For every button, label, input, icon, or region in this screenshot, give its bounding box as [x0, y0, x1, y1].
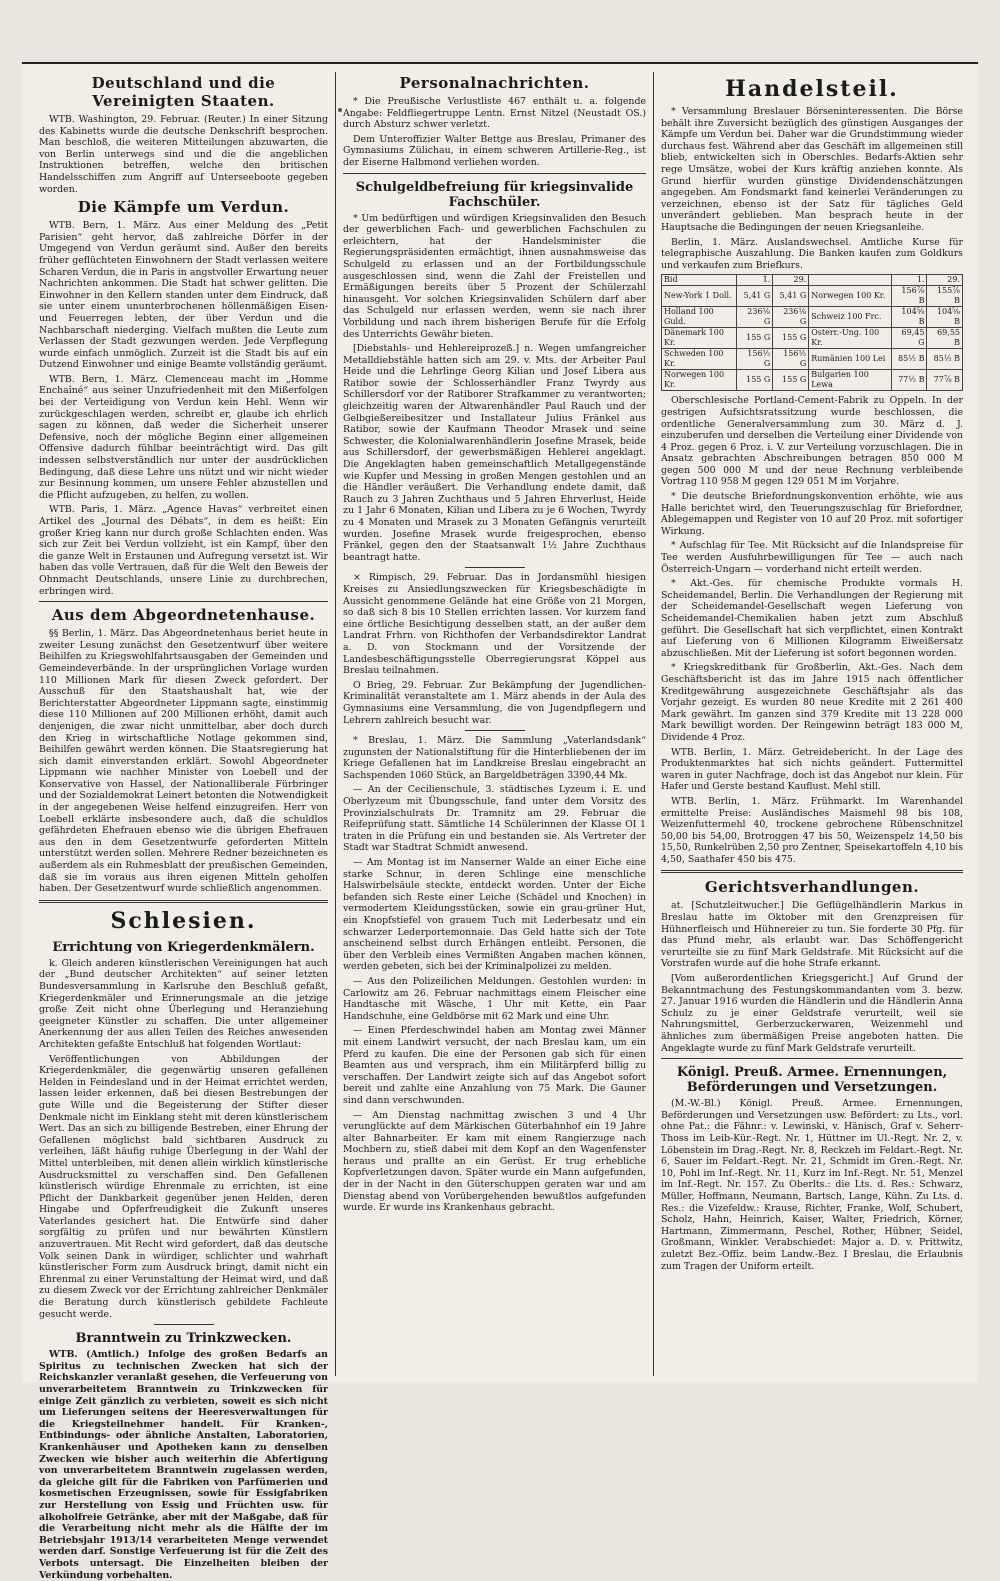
table-cell: 77½ B [891, 370, 927, 391]
table-row [662, 286, 963, 307]
table-header: Bid [662, 275, 737, 286]
article-wucher: at. [Schutzleitwucher.] Die Geflügelhändlerin Markus in Breslau hatte im Oktober mit den Grenzpreisen für Hühnerfleisch und Hühnereier zu tun. Sie forderte 30 Pfg. für das Pfund mehr, als erlaubt war. Das Schöffengericht verurteilte sie zu fünf Mark Geldstrafe. Mit Rücksicht auf die Vorstrafen wurde auf die hohe Strafe erkannt. [661, 900, 963, 970]
article-kriegerdenkmaeler-wortlaut: Veröffentlichungen von Abbildungen der Kriegerdenkmäler, die gegenwärtig unseren gefallenen Helden in Feindesland und in der Heimat errichtet werden, lassen leider erkennen, daß bei diesen Bestrebungen der gute Wille und die Begeisterung der Stifter dieser Denkmale nicht im Einklang steht mit deren künstlerischem Wert. Das an sich zu billigende Bestreben, einer Ehrung der Gefallenen möglichst bald sichtbaren Ausdruck zu verleihen, läßt häufig ruhige Überlegung in der Wahl der Mittel unterbleiben, mit denen allein wirklich künstlerische Ausdrucksmittel zu verschaffen sind. Den Gefallenen künstlerisch würdige Ehrenmale zu errichten, ist eine Pflicht der Dankbarkeit gegenüber jenen Helden, deren Hingabe und Opferfreudigkeit die Zukunft unseres Vaterlandes gesichert hat. Die Entwürfe sind daher sorgfältig zu prüfen und nur bewährten Künstlern anzuvertrauen. Mit Recht wird gefordert, daß das deutsche Volk seinen Dank in würdiger, schlichter und wahrhaft künstlerischer Form zum Ausdruck bringt, damit nicht ein Ehrenmal zu einer Verunstaltung der Heimat wird, und daß zu diesem Zweck vor der Errichtung zahlreicher Denkmäler die Beratung durch künstlerisch gebildete Fachleute gesucht werde. [39, 1053, 328, 1320]
table-cell: 85½ B [927, 349, 963, 370]
article-polizei: — Aus den Polizeilichen Meldungen. Gestohlen wurden: in Carlowitz am 26. Februar nachmittags einem Fleischer eine Handtasche mit Wäsche, 1 Uhr mit Kette, ein Paar Handschuhe, eine Geldbörse mit 62 Mark und eine Uhr. [343, 975, 646, 1022]
heading-personalnachrichten: Personalnachrichten. [399, 74, 590, 92]
article-abgeordnetenhaus: §§ Berlin, 1. März. Das Abgeordnetenhaus beriet heute in zweiter Lesung zunächst den Gesetzentwurf über weitere Beihilfen zu Kriegswohlfahrtsausgaben der Gemeinden und Gemeindeverbände. In der ursprünglichen Vorlage wurden 110 Millionen Mark für diesen Zweck gefordert. Der Ausschuß für den Staatshaushalt hat, wie der Berichterstatter Abgeordneter Lippmann sagte, einstimmig diese 110 Millionen auf 200 Millionen erhöht, damit auch denjenigen, die zwar nicht unmittelbar, aber doch durch den Krieg in wirtschaftliche Notlage gekommen sind, Beihilfen gewährt werden können. Die Staatsregierung hat sich damit einverstanden erklärt. Sowohl Abgeordneter Lippmann wie nachher Minister von Loebell und der Konservative von Hassel, der Nationalliberale Fürbringer und der Sozialdemokrat Leinert betonten die Notwendigkeit in der angegebenen Weise helfend einzugreifen. Herr von Loebell erklärte insbesondere auch, daß die schuldlos gefährdeten Ehefrauen ebenso wie die übrigen Ehefrauen aus den in dem Gesetzentwurfe geforderten Mitteln unterstützt werden sollen. Mehrere Redner bezeichneten es außerdem als ein Ruhmesblatt der preußischen Gemeinden, daß sie im voraus aus ihren eigenen Mitteln geholfen haben. Der Gesetzentwurf wurde schließlich angenommen. [39, 628, 328, 895]
table-cell: 156½ G [773, 349, 809, 370]
table-row [662, 307, 963, 328]
heading-kriegerdenkmaeler: Errichtung von Kriegerdenkmälern. [52, 939, 315, 955]
table-cell: Österr.-Ung. 100 Kr. [809, 328, 891, 349]
table-cell: 155⅞ B [927, 286, 963, 307]
article-halbmond: Dem Unteroffizier Walter Bettge aus Breslau, Primaner des Gymnasiums Zülichau, in einem schweren Artillerie-Reg., ist der Eiserne Halbmond verliehen worden. [343, 133, 646, 168]
table-header: 1. [891, 275, 927, 286]
table-cell: 155 G [773, 370, 809, 391]
heading-abgeordnetenhaus: Aus dem Abgeordnetenhause. [51, 606, 316, 625]
article-verlustliste: * Die Preußische Verlustliste 467 enthält u. a. folgende Angabe: Feldfliegertruppe Lentn. Ernst Nitzel (Neustadt OS.) durch Absturz schwer verletzt. [343, 96, 646, 131]
table-cell: Rumänien 100 Lei [809, 349, 891, 370]
article-cecilienschule: — An der Cecilienschule, 3. städtisches Lyzeum i. E. und Oberlyzeum mit Übungsschule, fand unter dem Vorsitz des Provinzialschulrats Dr. Tramnitz am 29. Februar die Reifeprüfung statt. Sämtliche 14 Schülerinnen der Klasse OI 1 traten in die Prüfung ein und bestanden sie. Als Vertreter der Stadt war Stadtrat Schmidt anwesend. [343, 784, 646, 854]
article-boerse: * Versammlung Breslauer Börseninteressenten. Die Börse behält ihre Zuversicht bezüglich des günstigen Ausganges der Kämpfe um Verdun bei. Daher war die Grundstimmung wieder durchaus fest. Während aber das Geschäft im allgemeinen still blieb, entwickelten sich in Oberschles. Bedarfs-Aktien sehr rege Umsätze, wobei der Kurs kräftig anziehen konnte. Als Grund hierfür wurden günstige Dividendenschätzungen angegeben. Am Fondsmarkt fand keinerlei Veränderungen zu verzeichnen, ebenso ist der Satz für tägliches Geld unverändert geblieben. Man besprach heute in der Hauptsache die Bedingungen der neuen Kriegsanleihe. [661, 106, 963, 233]
article-brieg: O Brieg, 29. Februar. Zur Bekämpfung der Jugendlichen-Kriminalität veranstaltete am 1. März abends in der Aula des Gymnasiums eine Versammlung, die von Jugendpflegern und Lehrern zahlreich besucht war. [343, 679, 646, 726]
article-pferdeschwindel: — Einen Pferdeschwindel haben am Montag zwei Männer mit einem Landwirt versucht, der nach Breslau kam, um ein Pferd zu kaufen. Die eine der Personen gab sich für einen Beamten aus und versprach, ihm ein Militärpferd billig zu verschaffen. Der Landwirt zeigte sich auf das Angebot sofort bereit und zahlte eine Anzahlung von 75 Mark. Die Gauner sind dann verschwunden. [343, 1025, 646, 1106]
table-header-row [662, 275, 963, 286]
heading-schulgeld: Schulgeldbefreiung für kriegsinvalide Fachschüler. [355, 179, 634, 210]
article-breslau-sammlung: * Breslau, 1. März. Die Sammlung „Vaterlandsdank“ zugunsten der Nationalstiftung für die Hinterbliebenen der im Kriege Gefallenen hat im Landkreise Breslau eingebracht an Sachspenden 1060 Stück, an Bargeldbeträgen 3390,44 Mk. [343, 735, 646, 781]
table-cell: 155 G [737, 370, 773, 391]
article-portland-cement: Oberschlesische Portland-Cement-Fabrik zu Oppeln. In der gestrigen Aufsichtsratssitzung wurde beschlossen, die ordentliche Generalversammlung zum 30. März d. J. einzuberufen und derselben die Verteilung einer Dividende von 4 Proz. gegen 6 Proz. i. V. zur Verteilung vorzuschlagen. Die in Ansatz gebrachten Abschreibungen betragen 850 000 M gegen 500 000 M und der neue Rechnung verbleibende Vortrag 110 958 M gegen 129 051 M im Vorjahre. [661, 395, 964, 488]
table-cell: Holland 100 Guld. [662, 307, 737, 328]
heading-handelsteil: Handelsteil. [725, 76, 899, 102]
article-leichenfund: — Am Montag ist im Nanserner Walde an einer Eiche eine starke Schnur, in deren Schlinge eine menschliche Halswirbelsäule steckte, entdeckt worden. Unter der Eiche befanden sich Reste einer Leiche (Schädel und Knochen) in vermodertem Kleidungsstücken, sowie ein grau-grüner Hut, ein Knopfstiefel von grauem Tuch mit Lederbesatz und ein schwarzer Lederportemonnaie. Das Geld hatte sich der Tote anscheinend selbst durch Erhängen entleibt. Personen, die über den Verbleib eines Vermißten Angaben machen können, werden gebeten, sich bei der Kriminalpolizei zu melden. [343, 857, 646, 973]
table-cell: Bulgarien 100 Lewa [809, 370, 891, 391]
article-unfall: — Am Dienstag nachmittag zwischen 3 und 4 Uhr verunglückte auf dem Märkischen Güterbahnhof ein 19 Jahre alter Bahnarbeiter. Er kam mit einem Rangierzuge nach Mochbern zu, stieß dabei mit dem Kopf an den Wagenfenster heraus und prallte an ein Gerüst. Er trug erhebliche Kopfverletzungen davon. Später wurde ein Mann aufgefunden, der in der Nacht in den Güterschuppen geraten war und am Dienstag abend von Vorübergehenden bewußtlos aufgefunden wurde. Er wurde ins Krankenhaus gebracht. [343, 1109, 646, 1214]
article-rimpisch: × Rimpisch, 29. Februar. Das in Jordansmühl hiesigen Kreises zu Ansiedlungszwecken für Kriegsbeschädigte in Aussicht genommene Gelände hat eine Größe von 21 Morgen, so daß sich 8 bis 10 Stellen errichten lassen. Vor kurzem fand eine örtliche Besichtigung desselben statt, an der außer dem Landrat Frhrn. von Richthofen der Verbandsdirektor Landrat a. D. von Stockmann und der Vorsitzende der Landesbeschäftigungsstelle Oberregierungsrat Köppel aus Breslau teilnahmen. [343, 572, 646, 677]
article-getreidebericht: WTB. Berlin, 1. März. Getreidebericht. In der Lage des Produktenmarktes hat sich nichts geändert. Futtermittel waren in guter Nachfrage, doch ist das Angebot nur klein. Für Hafer und Gerste bestand Kauflust. Mehl still. [661, 746, 963, 793]
table-cell: 104⅝ B [927, 307, 963, 328]
divider [154, 1324, 214, 1325]
article-kriegerdenkmaeler: k. Gleich anderen künstlerischen Vereinigungen hat auch der „Bund deutscher Architekten“ auf seiner letzten Bundesversammlung in Karlsruhe den Beschluß gefaßt, Kriegerdenkmäler und Erinnerungsmale an die jetzige große Zeit nicht ohne Überlegung und Heranziehung geeigneter Künstler zu schaffen. Die unter allgemeiner Anerkennung der aus allen Teilen des Reiches anwesenden Architekten gefaßte Entschluß hat folgenden Wortlaut: [39, 957, 328, 1050]
table-header: 29. [927, 275, 963, 286]
article-verdun-bern: WTB. Bern, 1. März. Aus einer Meldung des „Petit Parisien“ geht hervor, daß zahlreiche Dörfer in der Umgegend von Verdun geräumt sind. Außer den bereits früher geflüchteten Einwohnern der Stadt verlassen weitere Scharen Verdun, die in Paris in angstvoller Erwartung neuer Nachrichten ankommen. Die Stadt hat schwer gelitten. Die Einwohner in den Kellern standen unter dem Eindruck, daß sie unter einem ununterbrochenen höllenmäßigen Eisen- und Feuerregen lebten, der über Verdun und die Nachbarschaft niederging. Vielfach mußten die Leute zum Verlassen der Stadt gezwungen werden. Jede Verpflegung wurde einfach unmöglich. Zurzeit ist die Stadt bis auf ein Dutzend Einwohner und einige Beamte vollständig geräumt. [39, 220, 328, 371]
table-row [662, 328, 963, 349]
columns [32, 72, 970, 1581]
table-cell: 5,41 G [773, 286, 809, 307]
divider [39, 900, 328, 903]
table-cell: 69,55 B [927, 328, 963, 349]
heading-usa: Deutschland und die Vereinigten Staaten. [91, 74, 276, 110]
heading-branntwein: Branntwein zu Trinkzwecken. [75, 1331, 292, 1347]
article-fruehmarkt: WTB. Berlin, 1. März. Frühmarkt. Im Warenhandel ermittelte Preise: Ausländisches Maismehl 98 bis 108, Weizenfuttermehl 40, trockene gebrochene Rübenschnitzel 50,00 bis 54,00, Brotroggen 47 bis 50, Weizenspelz 14,50 bis 15,50, Runkelrüben 2,50 pro Zentner, Speisekartoffeln 4,10 bis 4,50, Saathafer 450 bis 475. [661, 795, 963, 865]
table-header [809, 275, 891, 286]
divider [661, 870, 963, 873]
divider [39, 601, 328, 602]
newspaper-page [22, 62, 978, 1581]
divider [465, 567, 525, 568]
table-cell: 156½ G [737, 349, 773, 370]
article-kriegsgericht: [Vom außerordentlichen Kriegsgericht.] Auf Grund der Bekanntmachung des Festungskommandanten vom 3. bezw. 27. Januar 1916 wurden die Händlerin und die Händlerin Anna Schulz zu je einer Geldstrafe verurteilt, weil sie Nahrungsmittel, Gerberzuckerwaren, Weizenmehl und ähnliches zum übermäßigen Preise angeboten hatten. Die Angeklagte wurde zu fünf Mark Geldstrafe verurteilt. [661, 973, 963, 1054]
article-verdun-clemenceau: WTB. Bern, 1. März. Clemenceau macht im „Homme Enchaîné“ aus seiner Unzufriedenheit mit den Mißerfolgen bei der Verteidigung von Verdun kein Hehl. Wenn wir zurückgeschlagen werden, schreibt er, glaube ich ehrlich sagen zu können, daß weder die Sicherheit unserer Defensive, noch der mögliche Beginn einer allgemeinen Offensive dadurch fühlbar beeinträchtigt wird. Das gilt indessen selbstverständlich nur unter der ausdrücklichen Bedingung, daß diese Lehre uns nützt und wir nicht wieder zur Besinnung kommen, um unsere Fehler abzustellen und die Pflicht aufzugeben, zu helfen, zu wollen. [39, 373, 328, 501]
divider [343, 173, 646, 174]
article-briefordner: * Die deutsche Briefordnungskonvention erhöhte, wie aus Halle berichtet wird, den Teuerungszuschlag für Briefordner, Ablegemappen und Register von 10 auf 20 Proz. mit sofortiger Wirkung. [661, 491, 963, 537]
table-cell: Schweden 100 Kr. [662, 349, 737, 370]
divider [465, 730, 525, 731]
table-cell: Schweiz 100 Frc. [809, 307, 891, 328]
table-cell: 236⅛ G [773, 307, 809, 328]
article-branntwein: WTB. (Amtlich.) Infolge des großen Bedarfs an Spiritus zu technischen Zwecken hat sich der Reichskanzler veranlaßt gesehen, die Verfeuerung von unverarbeitetem Branntwein zu Trinkzwecken für einige Zeit gänzlich zu verbieten, soweit es sich nicht um Lieferungen seitens der Heeresverwaltungen für die Kriegsteilnehmer handelt. Für Kranken-, Entbindungs- oder ähnliche Anstalten, Laboratorien, Krankenhäuser und Apotheken kann zu denselben Zwecken wie bisher auch weiterhin die Abfertigung von unverarbeitetem Branntwein zugelassen werden, da gleiche gilt für die Fabriken von Parfümerien und kosmetischen Erzeugnissen, sowie für Essigfabriken zur Herstellung von Essig und Früchten usw. für alkoholfreie Getränke, aber mit der Maßgabe, daß für die Verarbeitung nicht mehr als die Hälfte der im Betriebsjahr 1913/14 verarbeiteten Menge verwendet werden darf. Sonstige Verfeuerung ist für die Zeit des Verbots untersagt. Die Einzelheiten bleiben der Verkündung vorbehalten. [39, 1349, 328, 1581]
article-usa: WTB. Washington, 29. Februar. (Reuter.) In einer Sitzung des Kabinetts wurde die deutsche Denkschrift besprochen. Man beschloß, die weiteren Mitteilungen abzuwarten, die von Berlin unterwegs sind und die die angeblichen Instruktionen betreffen, welche den britischen Handelsschiffen zum Angriff auf Unterseeboote gegeben worden. [39, 114, 328, 195]
heading-gericht: Gerichtsverhandlungen. [704, 878, 920, 897]
article-schulgeld: * Um bedürftigen und würdigen Kriegsinvaliden den Besuch der gewerblichen Fach- und gewerblichen Fachschulen zu erleichtern, hat der Handelsminister die Regierungspräsidenten ermächtigt, ihnen ausnahmsweise das Schulgeld zu erlassen und an der Fortbildungsschule ausgeschlossen sind, wenn die Zahl der Freistellen und Ermäßigungen bereits über 5 Prozent der Schülerzahl hinausgeht. Vor solchen Kriegsinvaliden Schülern darf aber das Schulgeld nur erlassen werden, wenn sie nach ihrer Vorbildung und nach ihrem bisherigen Berufe für die Erfolg des Unterrichts Gewähr bieten. [343, 212, 646, 340]
table-cell: 155 G [737, 328, 773, 349]
column-personal [336, 72, 654, 1376]
table-cell: 236⅛ G [737, 307, 773, 328]
table-header: 29. [773, 275, 809, 286]
article-armee: (M.-W.-Bl.) Königl. Preuß. Armee. Ernennungen, Beförderungen und Versetzungen usw. Befördert: zu Lts., vorl. ohne Pat.: die Fähnr.: v. Lewinski, v. Hänisch, Graf v. Seherr-Thoss im Leib-Kür.-Regt. Nr. 1, Hüttner im Ul.-Regt. Nr. 2, v. Löbenstein im Drag.-Regt. Nr. 8, Reckzeh im Feldart.-Regt. Nr. 6, Sauer im Feldart.-Regt. Nr. 21, Schmidt im Gren.-Regt. Nr. 10, Pohl im Inf.-Regt. Nr. 11, Kurz im Inf.-Regt. Nr. 51, Menzel im Inf.-Regt. Nr. 157. Zu Oberlts.: die Lts. d. Res.: Schwarz, Müller, Hoffmann, Neumann, Bartsch, Lange, Kühn. Zu Lts. d. Res.: die Vizefeldw.: Krause, Richter, Franke, Wolf, Schubert, Scholz, Hahn, Heinrich, Kaiser, Walter, Friedrich, Körner, Hartmann, Zimmermann, Peschel, Rother, Hübner, Seidel, Großmann, Winkler. Verabschiedet: Major a. D. v. Prittwitz, zuletzt Bez.-Offiz. beim Landw.-Bez. I Breslau, die Erlaubnis zum Tragen der Uniform erteilt. [661, 1098, 963, 1272]
column-handel [654, 72, 970, 1376]
table-cell: 77⅞ B [927, 370, 963, 391]
table-cell: Dänemark 100 Kr. [662, 328, 737, 349]
article-tee: * Aufschlag für Tee. Mit Rücksicht auf die Inlandspreise für Tee werden Ausfuhrbewilligungen für Tee — auch nach Österreich-Ungarn — vorderhand nicht erteilt werden. [661, 540, 963, 575]
article-auslandswechsel: Berlin, 1. März. Auslandswechsel. Amtliche Kurse für telegraphische Auszahlung. Die Banken kaufen zum Goldkurs und verkaufen zum Briefkurs. [661, 236, 963, 271]
table-cell: Norwegen 100 Kr. [662, 370, 737, 391]
table-cell: New-York 1 Doll. [662, 286, 737, 307]
table-row [662, 370, 963, 391]
article-verdun-paris: WTB. Paris, 1. März. „Agence Havas“ verbreitet einen Artikel des „Journal des Débats“, in dem es heißt: Ein großer Krieg kann nur durch große Schlachten enden. Was sich zur Zeit bei Verdun vollzieht, ist ein Kampf, über den die ganze Welt in Erstaunen und Aufregung versetzt ist. Wir haben das volle Vertrauen, daß für die Welt den Beweis der Ohnmacht Deutschlands, unsere Linie zu durchbrechen, erbringen wird. [39, 504, 328, 597]
article-kriegskreditbank: * Kriegskreditbank für Großberlin, Akt.-Ges. Nach dem Geschäftsbericht ist das im Jahre 1915 nach öffentlicher Kreditgewährung ausgezeichnete Geschäftsjahr als das Vorjahr gezeigt. Es wurden 80 neue Kredite mit 2 261 400 Mark gewährt. Im ganzen sind 379 Kredite mit 13 228 000 Mark bewilligt worden. Der Reingewinn beträgt 183 000 M, Dividende 4 Proz. [661, 662, 963, 743]
column-politics [32, 72, 336, 1581]
heading-schlesien: Schlesien. [110, 907, 257, 934]
table-cell: 156⅞ B [891, 286, 927, 307]
article-scheidemandel: * Akt.-Ges. für chemische Produkte vormals H. Scheidemandel, Berlin. Die Verhandlungen der Regierung mit der Scheidemandel-Gesellschaft wegen Lieferung von Scheidemandel-Chemikalien haben jetzt zum Abschluß geführt. Die Gesellschaft hat sich verpflichtet, einen Kontrakt auf Lieferung von 6 Millionen Kilogramm Eiweißersatz abzuschließen. Mit der Lieferung ist sofort begonnen worden. [661, 578, 963, 659]
table-cell: Norwegen 100 Kr. [809, 286, 891, 307]
table-cell: 85½ B [891, 349, 927, 370]
table-cell: 5,41 G [737, 286, 773, 307]
table-header: 1. [737, 275, 773, 286]
article-hehlerei: [Diebstahls- und Hehlereiprozeß.] n. Wegen umfangreicher Metalldiebstähle hatten sich am 29. v. Mts. der Arbeiter Paul Heide und die Lehrlinge Georg Kilian und Josef Libera aus Ratibor sowie der Schlosserhändler Franz Twyrdy aus Schillersdorf vor der Ratiborer Strafkammer zu verantworten; gleichzeitig waren der Altwarenhändler Paul Rauch und der Gelbgießereibesitzer und Installateur Julius Fränkel aus Ratibor, sowie der Kaufmann Theodor Mrasek und seine Schwester, die Kolonialwarenhändlerin Josefine Mrasek, beide aus Schillersdorf, der gewerbsmäßigen Hehlerei angeklagt. Die Angeklagten haben gemeinschaftlich Metallgegenstände wie Kupfer und Messing in großen Mengen gestohlen und an die Händler veräußert. Die Verhandlung endete damit, daß Rauch zu 3 Jahren Zuchthaus und 5 Jahren Ehrverlust, Heide zu 1 Jahr 6 Monaten, Kilian und Libera zu je 6 Wochen, Twyrdy zu 4 Monaten und Mrasek zu 3 Monaten Gefängnis verurteilt wurden. Josefine Mrasek wurde freigesprochen, ebenso Fränkel, gegen den der Staatsanwalt 1½ Jahre Zuchthaus beantragt hatte. [343, 343, 646, 563]
table-cell: 155 G [773, 328, 809, 349]
table-row [662, 349, 963, 370]
table-cell: 104⅝ B [891, 307, 927, 328]
exchange-rate-table [661, 274, 963, 391]
table-cell: 69,45 G [891, 328, 927, 349]
divider [661, 1058, 963, 1059]
heading-armee: Königl. Preuß. Armee. Ernennungen, Beförderungen und Versetzungen. [676, 1065, 948, 1096]
heading-verdun: Die Kämpfe um Verdun. [77, 198, 290, 217]
